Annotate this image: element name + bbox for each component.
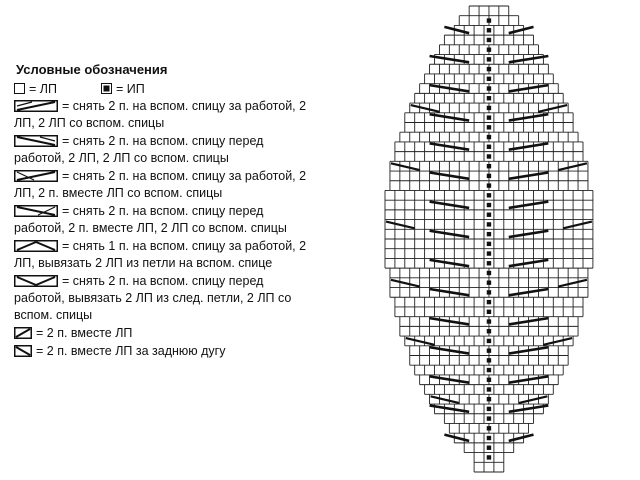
knit-stitch-key	[14, 82, 57, 96]
cross-2-k2tog-back-icon	[14, 170, 58, 182]
cross-2-k2tog-front-icon	[14, 205, 58, 217]
purl-stitch	[487, 397, 491, 401]
purl-stitch	[487, 242, 491, 246]
legend-entry	[14, 273, 314, 324]
legend-entries	[14, 98, 314, 360]
purl-stitch	[487, 47, 491, 51]
purl-stitch	[487, 125, 491, 129]
purl-stitch-key	[101, 82, 145, 96]
purl-stitch	[487, 378, 491, 382]
cross-2-2-front-icon	[14, 135, 58, 147]
legend-entry-text: = снять 2 п. на вспом. спицу за работой, 2 ЛП, 2 ЛП со вспом. спицы	[14, 99, 307, 130]
purl-stitch	[487, 193, 491, 197]
purl-stitch	[487, 38, 491, 42]
legend-entry	[14, 238, 314, 272]
legend-title: Условные обозначения	[16, 62, 168, 77]
purl-stitch	[487, 28, 491, 32]
purl-stitch	[487, 77, 491, 81]
purl-stitch	[487, 251, 491, 255]
purl-stitch	[487, 455, 491, 459]
purl-stitch	[487, 339, 491, 343]
legend-entry	[14, 325, 314, 342]
purl-stitch	[487, 57, 491, 61]
purl-stitch	[487, 300, 491, 304]
purl-stitch	[487, 86, 491, 90]
cross-2-2-back-icon	[14, 100, 58, 112]
purl-stitch	[487, 174, 491, 178]
purl-stitch	[487, 329, 491, 333]
purl-stitch	[487, 164, 491, 168]
legend-entry-text: = снять 2 п. на вспом. спицу перед работой, 2 ЛП, 2 ЛП со вспом. спицы	[14, 134, 264, 165]
purl-stitch	[487, 426, 491, 430]
grid-lines	[385, 6, 593, 472]
purl-stitch	[487, 67, 491, 71]
purl-stitch	[487, 135, 491, 139]
purl-stitch-label: = ИП	[115, 81, 145, 96]
purl-stitch	[487, 203, 491, 207]
cross-1-inc-back-icon	[14, 240, 58, 252]
purl-stitch	[487, 416, 491, 420]
empty-square-icon	[14, 83, 25, 94]
k2tog-icon	[14, 327, 32, 339]
filled-square-icon	[101, 83, 112, 94]
purl-stitch	[487, 407, 491, 411]
cross-2-inc-front-icon	[14, 275, 58, 287]
purl-stitch	[487, 232, 491, 236]
purl-stitch	[487, 145, 491, 149]
purl-stitch	[487, 280, 491, 284]
purl-stitch	[487, 222, 491, 226]
legend-entry	[14, 343, 314, 360]
purl-stitch	[487, 261, 491, 265]
purl-stitch	[487, 96, 491, 100]
purl-stitch	[487, 446, 491, 450]
legend-entry-text: = снять 2 п. на вспом. спицу за работой, 2 ЛП, 2 п. вместе ЛП со вспом. спицы	[14, 169, 307, 200]
purl-stitch	[487, 387, 491, 391]
purl-stitch	[487, 115, 491, 119]
purl-stitch	[487, 213, 491, 217]
purl-stitch	[487, 319, 491, 323]
purl-stitch	[487, 154, 491, 158]
purl-stitch	[487, 290, 491, 294]
legend-entry-text: = снять 2 п. на вспом. спицу перед работой, 2 п. вместе ЛП, 2 ЛП со вспом. спицы	[14, 204, 287, 235]
legend-entry-text: = снять 2 п. на вспом. спицу перед работой, вывязать 2 ЛП из след. петли, 2 ЛП со вспом. спицы	[14, 274, 292, 322]
legend-entry	[14, 168, 314, 202]
purl-stitch	[487, 348, 491, 352]
legend-entry	[14, 133, 314, 167]
legend	[14, 62, 314, 360]
purl-stitch	[487, 271, 491, 275]
knit-stitch-label: = ЛП	[29, 81, 57, 96]
leaf-knitting-chart	[380, 0, 598, 480]
purl-stitch	[487, 358, 491, 362]
purl-stitch	[487, 368, 491, 372]
k2tog-tbl-icon	[14, 345, 32, 357]
basic-symbols	[14, 80, 314, 97]
purl-stitch	[487, 18, 491, 22]
legend-entry	[14, 203, 314, 237]
legend-entry-text: = 2 п. вместе ЛП за заднюю дугу	[36, 344, 226, 358]
purl-stitch	[487, 183, 491, 187]
legend-entry	[14, 98, 314, 132]
legend-entry-text: = 2 п. вместе ЛП	[36, 326, 133, 340]
legend-entry-text: = снять 1 п. на вспом. спицу за работой, 2 ЛП, вывязать 2 ЛП из петли на вспом. спице	[14, 239, 307, 270]
purl-stitch	[487, 436, 491, 440]
purl-stitch	[487, 106, 491, 110]
purl-stitch	[487, 310, 491, 314]
